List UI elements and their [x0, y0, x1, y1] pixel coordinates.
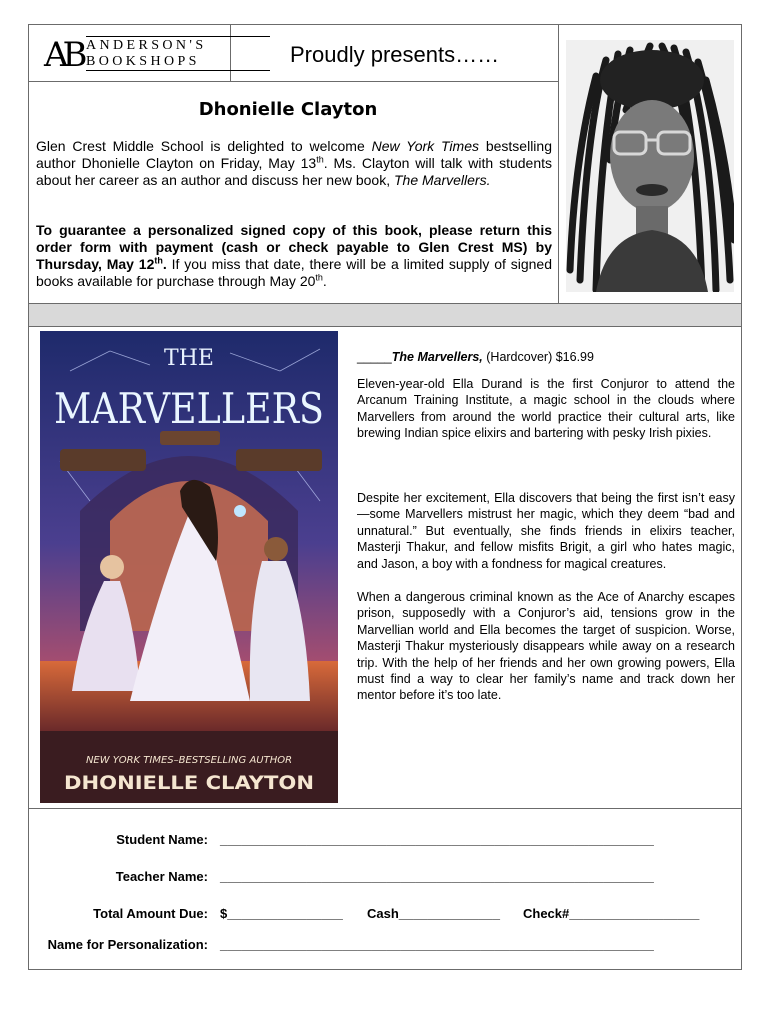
description-paragraph-1: Eleven-year-old Ella Durand is the first Conjuror to attend the Arcanum Training Institute, a magic school in the clouds where Marvellers from around the world practice their cultural arts, like brewing Indian spice elixirs and bartering with pesky Irish pixies.	[357, 377, 735, 441]
logo-monogram: AB	[44, 35, 82, 75]
header-rule	[28, 81, 559, 82]
guarantee-dot: .	[162, 256, 167, 272]
book-heading	[357, 349, 735, 365]
cover-author: DHONIELLE CLAYTON	[64, 772, 314, 794]
intro-text-a: Glen Crest Middle School is delighted to welcome	[36, 138, 372, 154]
check-number-field[interactable]: Check#__________________	[523, 906, 700, 921]
cover-title-main: MARVELLERS	[54, 384, 324, 433]
total-amount-label: Total Amount Due:	[93, 906, 208, 921]
guarantee-th: th	[154, 255, 163, 266]
guarantee-rest: If you miss that date, there will be a limited supply of signed books available for purchase through May 20	[36, 256, 552, 289]
book-format-price: (Hardcover) $16.99	[482, 350, 594, 364]
event-intro	[36, 138, 552, 189]
author-photo	[566, 40, 734, 292]
author-title: Dhonielle Clayton	[198, 99, 378, 120]
intro-text-c: . Ms. Clayton will talk with students about her career as an author and discuss her new book,	[36, 155, 552, 188]
student-name-label: Student Name:	[116, 832, 208, 847]
cash-field[interactable]: Cash______________	[367, 906, 501, 921]
intro-book-title: The Marvellers.	[394, 172, 491, 188]
form-top-rule	[28, 808, 742, 809]
header-divider	[558, 24, 559, 304]
intro-nyt: New York Times	[371, 138, 479, 154]
intro-text-b: bestselling author Dhonielle Clayton on Friday, May 13	[36, 138, 552, 171]
book-description-3	[357, 589, 735, 704]
presents-heading: Proudly presents……	[290, 42, 500, 67]
guarantee-bold: To guarantee a personalized signed copy of this book, please return this order form with payment (cash or check payable to Glen Crest MS) by Thursday, May 12	[36, 222, 552, 272]
description-paragraph-3: When a dangerous criminal known as the Ace of Anarchy escapes prison, supposedly with a Conjuror’s aid, tensions grow in the Marvellian world and Ella becomes the target of suspicion. Worse, Masterji Thakur mysteriously disappears while away on a research trip. With the help of her friends and her own growing powers, Ella must find a way to clear her family’s name and track down her mentor before it’s too late.	[357, 590, 735, 703]
cover-title-the: THE	[164, 346, 214, 371]
personalization-field[interactable]: ____________________________________________________________	[220, 937, 654, 952]
guarantee-end: .	[322, 273, 327, 289]
total-amount-field[interactable]: $________________	[220, 906, 343, 921]
section-band	[29, 304, 741, 326]
logo-line1: ANDERSON'S	[86, 38, 207, 53]
logo-rule-top	[86, 36, 270, 37]
student-name-field[interactable]: ____________________________________________________________	[220, 832, 654, 847]
intro-th: th	[316, 154, 324, 165]
teacher-name-field[interactable]: ____________________________________________________________	[220, 869, 654, 884]
logo-rule-bottom	[86, 70, 270, 71]
logo-line2: BOOKSHOPS	[86, 54, 200, 69]
personalization-label: Name for Personalization:	[47, 937, 208, 952]
book-title: The Marvellers,	[391, 350, 483, 364]
book-description-1	[357, 376, 735, 442]
logo-text	[86, 38, 207, 70]
guarantee-th2: th	[315, 272, 323, 283]
band-bottom-rule	[28, 326, 742, 327]
andersons-logo	[44, 36, 234, 74]
description-paragraph-2: Despite her excitement, Ella discovers that being the first isn’t easy—some Marvellers mistrust her magic, which they deem “bad and unnatural.” But eventually, she finds friends in elixirs teacher, Masterji Thakur, and fellow misfits Brigit, a girl who hates magic, and Jason, a boy with a fondness for magical creatures.	[357, 491, 735, 571]
quantity-blank: _____	[357, 350, 392, 364]
band-top-rule	[28, 303, 742, 304]
cover-tagline: NEW YORK TIMES–BESTSELLING AUTHOR	[85, 755, 293, 766]
book-cover	[40, 331, 338, 803]
teacher-name-label: Teacher Name:	[115, 869, 208, 884]
book-description-2	[357, 490, 735, 572]
order-guarantee	[36, 222, 552, 290]
